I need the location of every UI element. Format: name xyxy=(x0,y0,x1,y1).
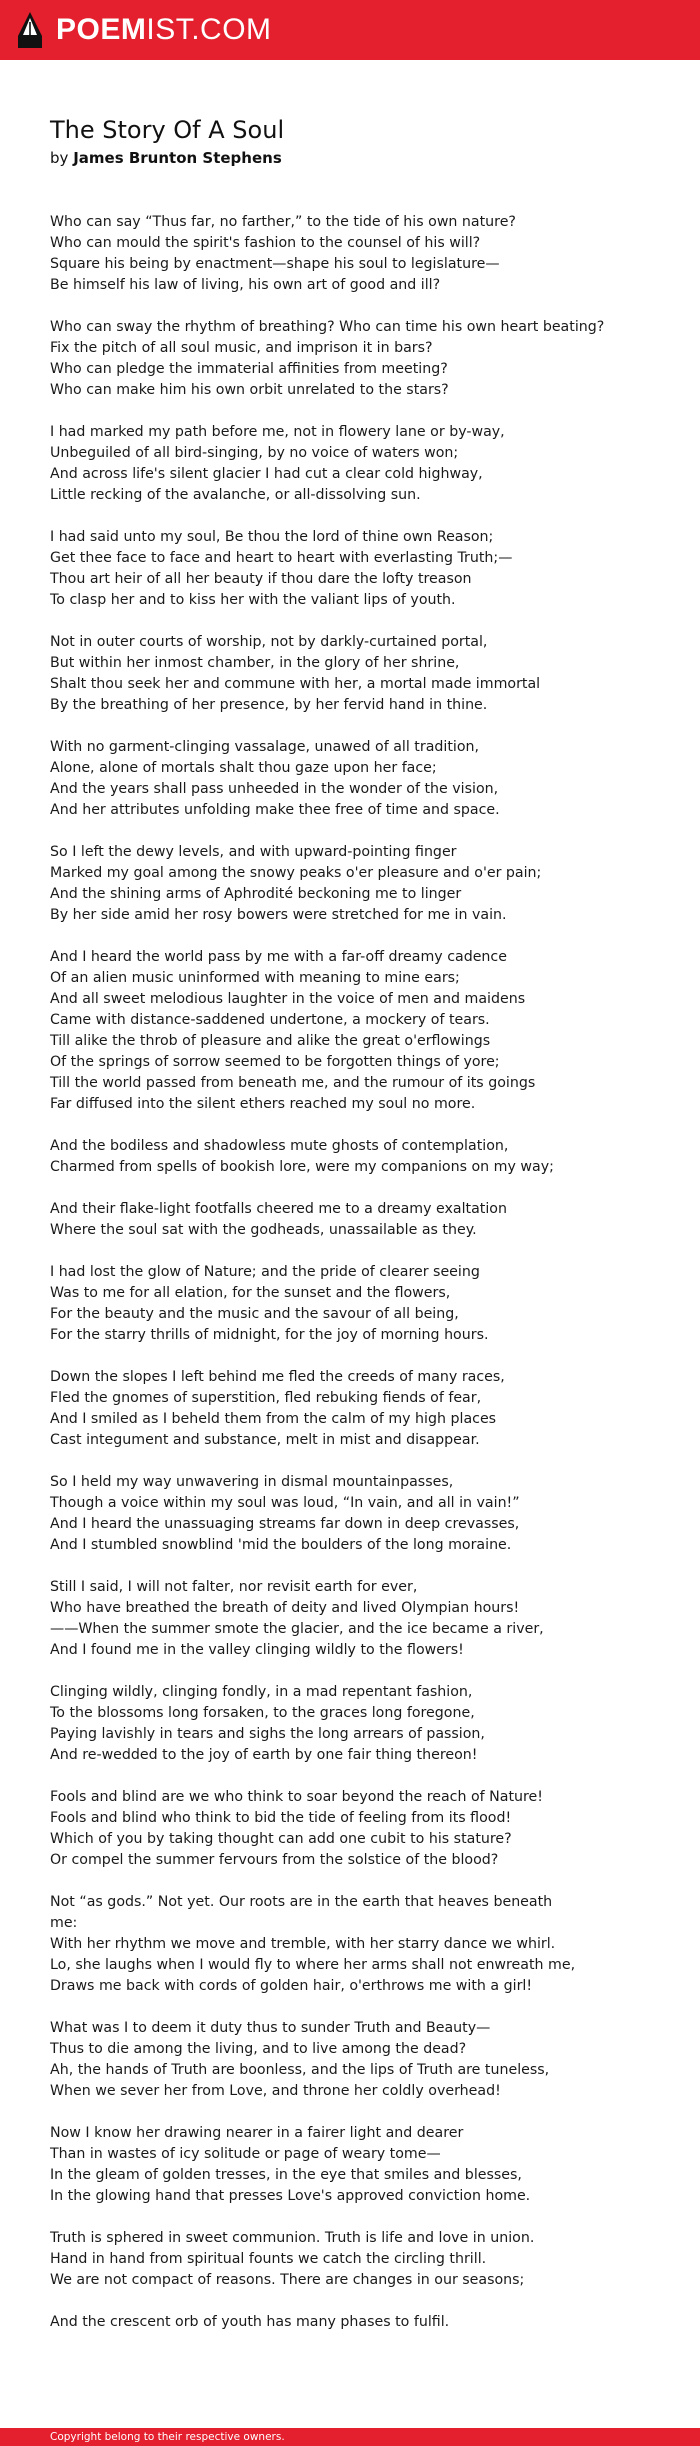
poem-line: Alone, alone of mortals shalt thou gaze upon her face; xyxy=(50,760,437,776)
poem-line: Marked my goal among the snowy peaks o'er pleasure and o'er pain; xyxy=(50,865,542,881)
poem-line: So I held my way unwavering in dismal mountainpasses, xyxy=(50,1474,454,1490)
poem-stanza xyxy=(50,1367,670,1451)
poem-line: To the blossoms long forsaken, to the graces long foregone, xyxy=(50,1705,475,1721)
poem-line: And I found me in the valley clinging wildly to the flowers! xyxy=(50,1642,464,1658)
poem-line: Fools and blind who think to bid the tide of feeling from its flood! xyxy=(50,1810,512,1826)
poem-line: And their flake-light footfalls cheered me to a dreamy exaltation xyxy=(50,1201,507,1217)
poem-line: In the gleam of golden tresses, in the eye that smiles and blesses, xyxy=(50,2167,522,2183)
poem-line: Not in outer courts of worship, not by darkly-curtained portal, xyxy=(50,634,488,650)
poem-line: Cast integument and substance, melt in mist and disappear. xyxy=(50,1432,480,1448)
poem-stanza xyxy=(50,842,670,926)
poem-line: Charmed from spells of bookish lore, were my companions on my way; xyxy=(50,1159,554,1175)
poem-stanza xyxy=(50,1892,670,1997)
poem-line: And I stumbled snowblind 'mid the boulders of the long moraine. xyxy=(50,1537,512,1553)
poem-line: What was I to deem it duty thus to sunder Truth and Beauty— xyxy=(50,2020,491,2036)
poem-line: Was to me for all elation, for the sunset and the flowers, xyxy=(50,1285,451,1301)
poem-line: By her side amid her rosy bowers were stretched for me in vain. xyxy=(50,907,507,923)
poem-line: Down the slopes I left behind me fled the creeds of many races, xyxy=(50,1369,505,1385)
poem-line: Little recking of the avalanche, or all-dissolving sun. xyxy=(50,487,421,503)
poem-line: Unbeguiled of all bird-singing, by no voice of waters won; xyxy=(50,445,459,461)
poem-line: And I smiled as I beheld them from the calm of my high places xyxy=(50,1411,497,1427)
poem-line: Fled the gnomes of superstition, fled rebuking fiends of fear, xyxy=(50,1390,482,1406)
poem-stanza xyxy=(50,1682,670,1766)
poem-line: With no garment-clinging vassalage, unawed of all tradition, xyxy=(50,739,480,755)
poem-line: Of an alien music uninformed with meaning to mine ears; xyxy=(50,970,460,986)
poem-line: Which of you by taking thought can add one cubit to his stature? xyxy=(50,1831,512,1847)
poem-line: Till the world passed from beneath me, and the rumour of its goings xyxy=(50,1075,536,1091)
poem-line: Than in wastes of icy solitude or page of weary tome— xyxy=(50,2146,441,2162)
poem-line: And across life's silent glacier I had cut a clear cold highway, xyxy=(50,466,483,482)
poem-line: And re-wedded to the joy of earth by one fair thing thereon! xyxy=(50,1747,478,1763)
poem-line: Hand in hand from spiritual founts we catch the circling thrill. xyxy=(50,2251,487,2267)
poem-stanza xyxy=(50,737,670,821)
poem-line: Who can pledge the immaterial affinities from meeting? xyxy=(50,361,448,377)
poem-line: Truth is sphered in sweet communion. Truth is life and love in union. xyxy=(50,2230,535,2246)
byline xyxy=(50,148,670,168)
poem-line: I had said unto my soul, Be thou the lord of thine own Reason; xyxy=(50,529,494,545)
poem-line: Get thee face to face and heart to heart with everlasting Truth;— xyxy=(50,550,513,566)
poem-stanza xyxy=(50,632,670,716)
poem-line: Though a voice within my soul was loud, “In vain, and all in vain!” xyxy=(50,1495,520,1511)
poem-line: And all sweet melodious laughter in the voice of men and maidens xyxy=(50,991,526,1007)
site-footer xyxy=(0,2428,700,2446)
poem-line: Thus to die among the living, and to live among the dead? xyxy=(50,2041,467,2057)
poem-line: When we sever her from Love, and throne her coldly overhead! xyxy=(50,2083,501,2099)
poem-line: Or compel the summer fervours from the solstice of the blood? xyxy=(50,1852,499,1868)
poem-stanza xyxy=(50,422,670,506)
poem-stanza xyxy=(50,1787,670,1871)
poem-line: ——When the summer smote the glacier, and the ice became a river, xyxy=(50,1621,544,1637)
poem-line: For the starry thrills of midnight, for the joy of morning hours. xyxy=(50,1327,489,1343)
poem-stanza xyxy=(50,2312,670,2333)
poem-line: Ah, the hands of Truth are boonless, and the lips of Truth are tuneless, xyxy=(50,2062,550,2078)
poem-stanza xyxy=(50,1262,670,1346)
poem-line: Far diffused into the silent ethers reached my soul no more. xyxy=(50,1096,476,1112)
poem-body xyxy=(50,212,670,2333)
poem-line: And her attributes unfolding make thee free of time and space. xyxy=(50,802,500,818)
site-header xyxy=(0,0,700,60)
poem-line: I had lost the glow of Nature; and the pride of clearer seeing xyxy=(50,1264,480,1280)
poem-stanza xyxy=(50,2018,670,2102)
byline-label: by xyxy=(50,149,69,167)
poem-line: Now I know her drawing nearer in a fairer light and dearer xyxy=(50,2125,464,2141)
poem-line: Lo, she laughs when I would fly to where her arms shall not enwreath me, xyxy=(50,1957,576,1973)
poem-line: And the crescent orb of youth has many phases to fulfil. xyxy=(50,2314,450,2330)
poem-line: Till alike the throb of pleasure and alike the great o'erflowings xyxy=(50,1033,491,1049)
poem-line: Be himself his law of living, his own art of good and ill? xyxy=(50,277,441,293)
logo-text-light: IST.COM xyxy=(146,13,272,46)
poem-line: Where the soul sat with the godheads, unassailable as they. xyxy=(50,1222,477,1238)
poem-line: Who can make him his own orbit unrelated to the stars? xyxy=(50,382,449,398)
poem-stanza xyxy=(50,212,670,296)
poem-stanza xyxy=(50,947,670,1115)
poem-stanza xyxy=(50,1577,670,1661)
site-logo[interactable] xyxy=(16,10,272,50)
poem-line: But within her inmost chamber, in the glory of her shrine, xyxy=(50,655,460,671)
poem-line: I had marked my path before me, not in flowery lane or by-way, xyxy=(50,424,505,440)
poem-line: And I heard the world pass by me with a far-off dreamy cadence xyxy=(50,949,507,965)
poem-line: Paying lavishly in tears and sighs the long arrears of passion, xyxy=(50,1726,485,1742)
poem-line: And I heard the unassuaging streams far down in deep crevasses, xyxy=(50,1516,520,1532)
poem-line: And the shining arms of Aphrodité beckoning me to linger xyxy=(50,886,462,902)
poem-line: Who can mould the spirit's fashion to the counsel of his will? xyxy=(50,235,481,251)
poem-line: Fix the pitch of all soul music, and imprison it in bars? xyxy=(50,340,433,356)
poem-line: Fools and blind are we who think to soar beyond the reach of Nature! xyxy=(50,1789,543,1805)
page-title: The Story Of A Soul xyxy=(50,116,285,144)
poem-line: And the years shall pass unheeded in the wonder of the vision, xyxy=(50,781,499,797)
poem-stanza xyxy=(50,1136,670,1178)
poem-line: Square his being by enactment—shape his soul to legislature— xyxy=(50,256,500,272)
poem-line: Of the springs of sorrow seemed to be forgotten things of yore; xyxy=(50,1054,500,1070)
poem-article xyxy=(50,114,670,2354)
poem-line: Clinging wildly, clinging fondly, in a mad repentant fashion, xyxy=(50,1684,473,1700)
poem-line: Still I said, I will not falter, nor revisit earth for ever, xyxy=(50,1579,418,1595)
author-name: James Brunton Stephens xyxy=(73,149,282,167)
poem-line: So I left the dewy levels, and with upward-pointing finger xyxy=(50,844,457,860)
logo-wordmark xyxy=(56,15,272,45)
poem-line: We are not compact of reasons. There are changes in our seasons; xyxy=(50,2272,525,2288)
poem-stanza xyxy=(50,2228,670,2291)
poem-line: Shalt thou seek her and commune with her, a mortal made immortal xyxy=(50,676,541,692)
poem-line: Not “as gods.” Not yet. Our roots are in the earth that heaves beneath xyxy=(50,1894,553,1910)
copyright-notice: Copyright belong to their respective owners. xyxy=(50,2431,285,2443)
poem-line: Came with distance-saddened undertone, a mockery of tears. xyxy=(50,1012,490,1028)
poem-line: Draws me back with cords of golden hair, o'erthrows me with a girl! xyxy=(50,1978,533,1994)
poem-line: Who can sway the rhythm of breathing? Who can time his own heart beating? xyxy=(50,319,605,335)
poem-line: With her rhythm we move and tremble, with her starry dance we whirl. xyxy=(50,1936,556,1952)
poem-line: For the beauty and the music and the savour of all being, xyxy=(50,1306,459,1322)
pen-nib-icon xyxy=(16,10,44,50)
poem-stanza xyxy=(50,2123,670,2207)
poem-stanza xyxy=(50,1472,670,1556)
poem-line: To clasp her and to kiss her with the valiant lips of youth. xyxy=(50,592,456,608)
poem-line: By the breathing of her presence, by her fervid hand in thine. xyxy=(50,697,488,713)
poem-stanza xyxy=(50,527,670,611)
poem-line: Thou art heir of all her beauty if thou dare the lofty treason xyxy=(50,571,472,587)
poem-stanza xyxy=(50,1199,670,1241)
poem-line: Who can say “Thus far, no farther,” to the tide of his own nature? xyxy=(50,214,516,230)
poem-line: And the bodiless and shadowless mute ghosts of contemplation, xyxy=(50,1138,509,1154)
logo-text-strong: POEM xyxy=(56,13,147,46)
poem-stanza xyxy=(50,317,670,401)
poem-line: In the glowing hand that presses Love's approved conviction home. xyxy=(50,2188,531,2204)
poem-line: Who have breathed the breath of deity and lived Olympian hours! xyxy=(50,1600,520,1616)
poem-line: me: xyxy=(50,1915,78,1931)
